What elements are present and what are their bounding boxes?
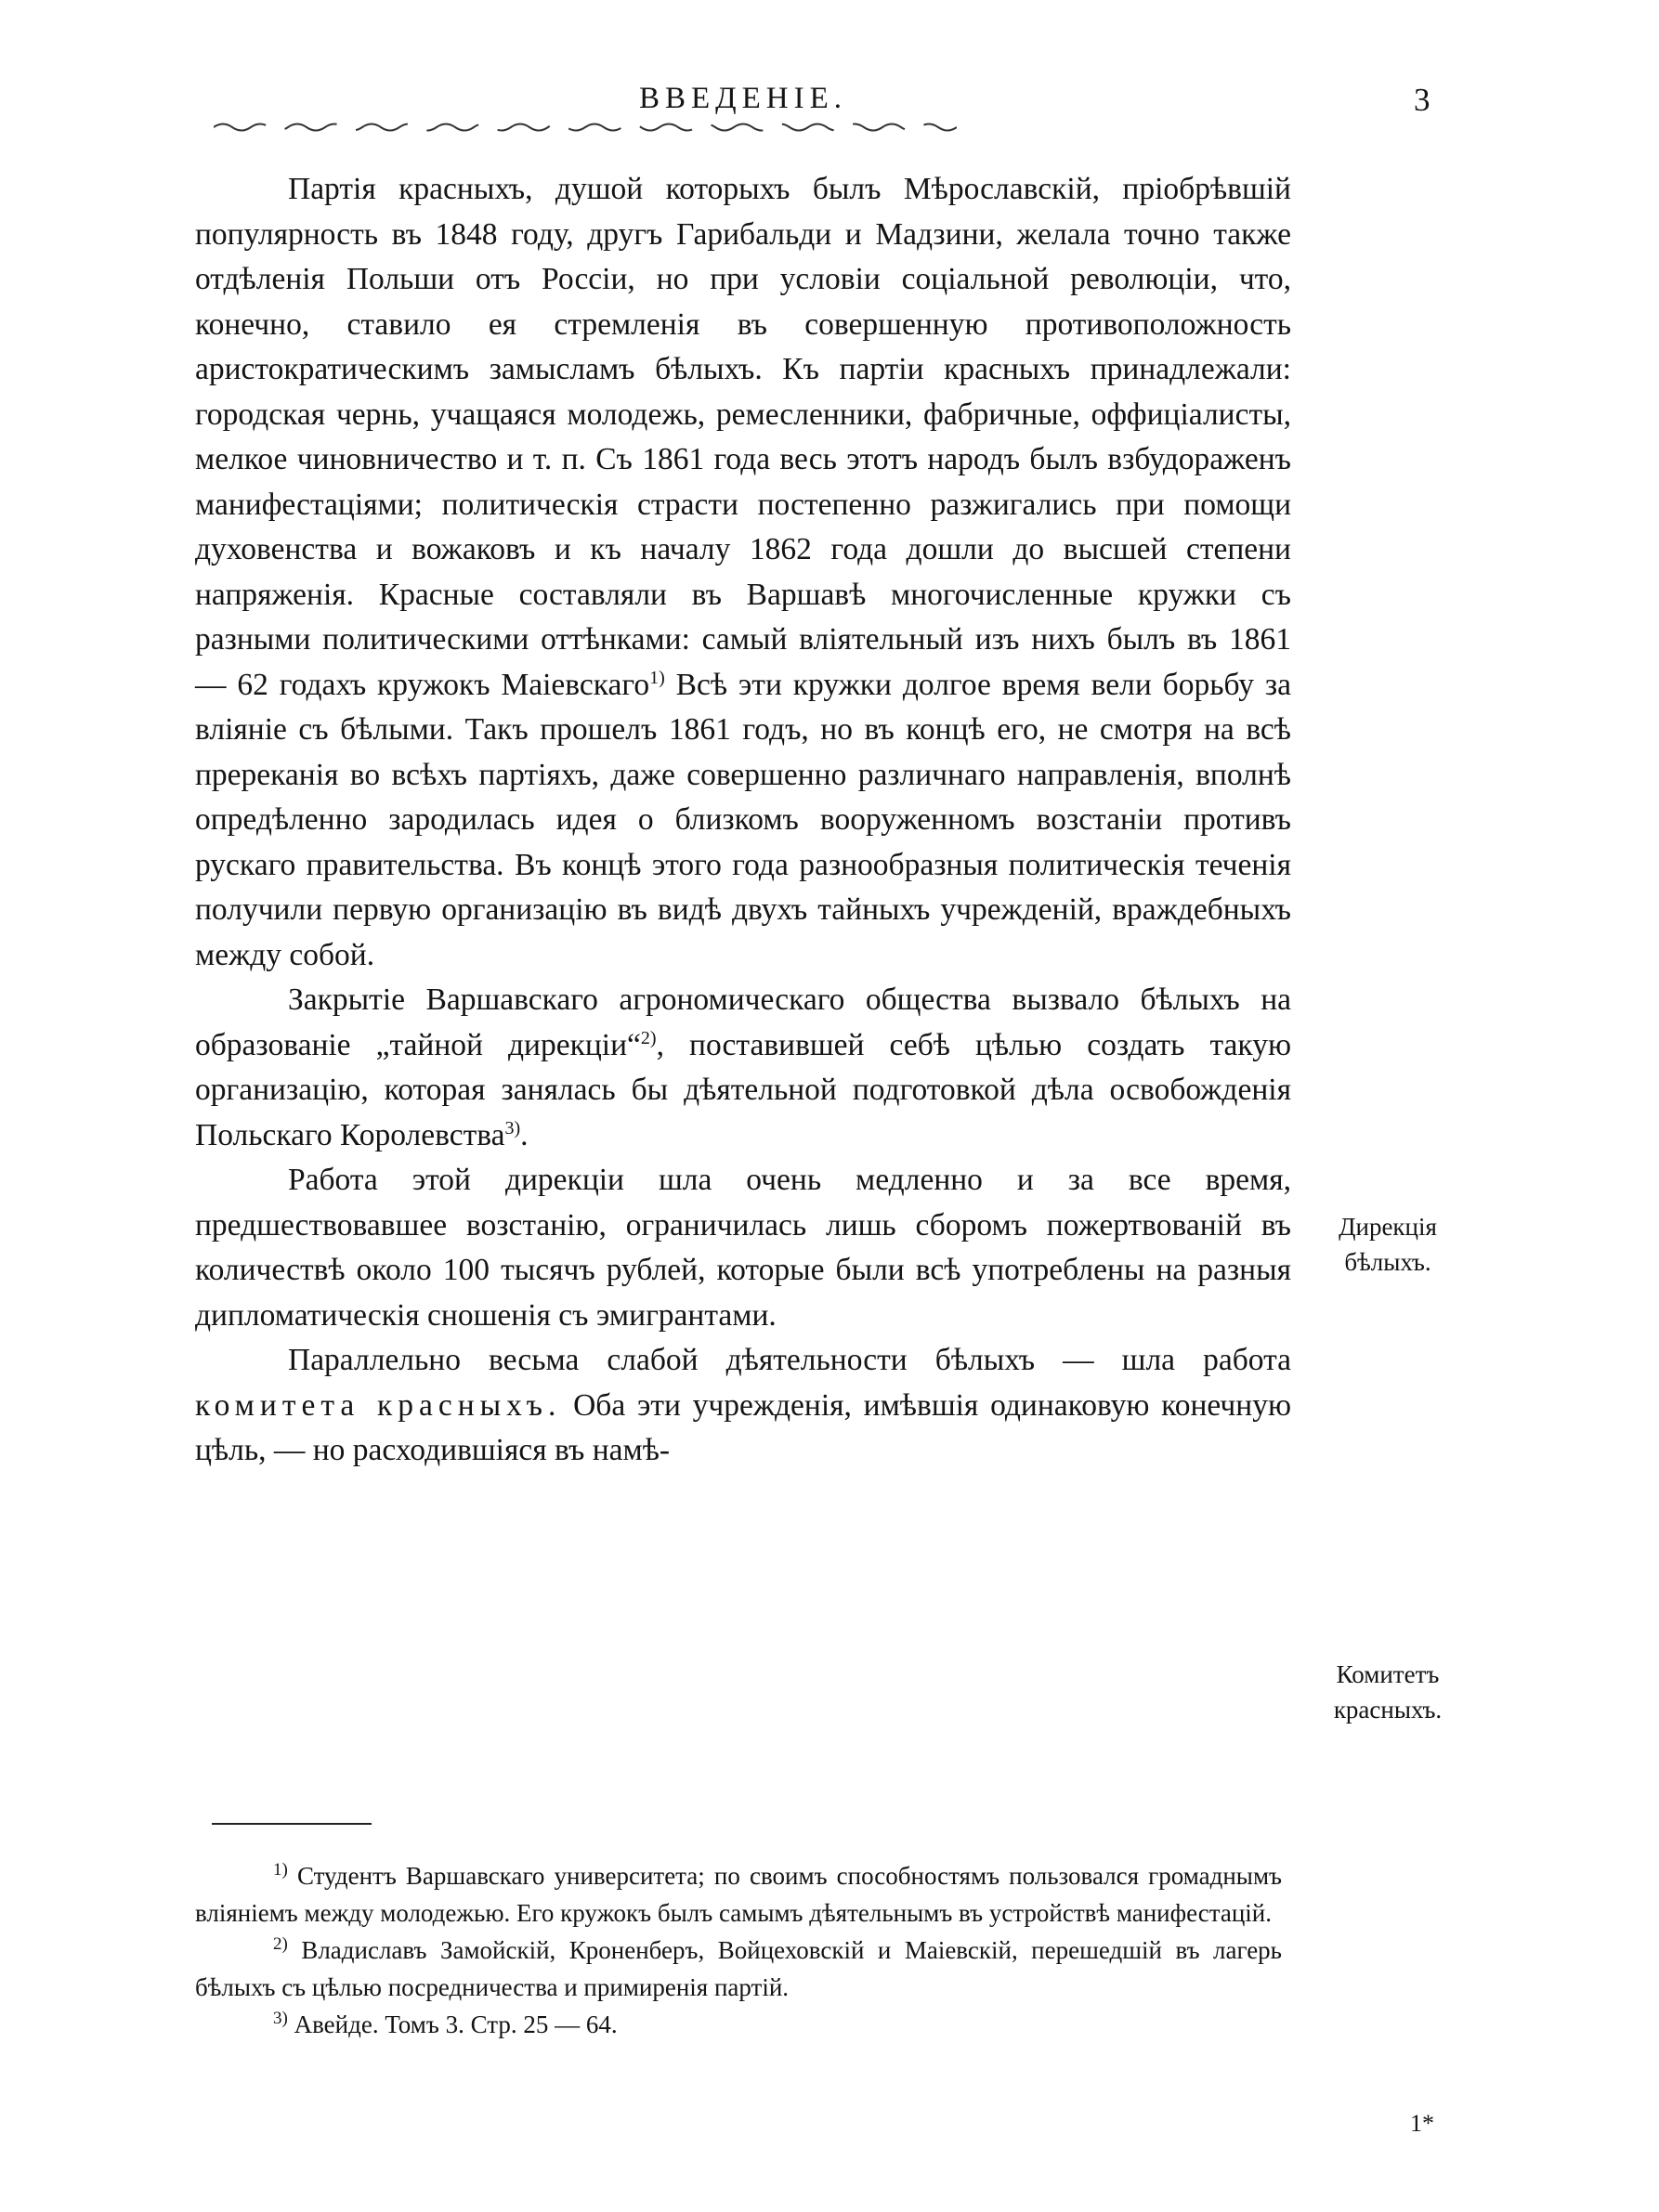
paragraph-4-tail: Оба эти учрежденія, имѣвшія одинаковую конечную цѣль, — но расходившіяся въ намѣ-	[195, 1387, 1291, 1467]
footnote-ref-2: 2)	[640, 1027, 657, 1048]
paragraph-1-text: Партія красныхъ, душой которыхъ былъ Мѣрославскій, пріобрѣвшій популярность въ 1848 году, другъ Гарибальди и Мадзини, желала точно также отдѣленія Польши отъ Россіи, но при условіи соціальной революціи, что, конечно, ставило ея стремленія въ совершенную противоположность аристократическимъ замысламъ бѣлыхъ. Къ партіи красныхъ принадлежали: городская чернь, учащаяся молодежь, ремесленники, фабричные, оффиціалисты, мелкое чиновничество и т. п. Съ 1861 года весь этотъ народъ былъ взбудораженъ манифестаціями; политическія страсти постепенно разжигались при помощи духовенства и вожаковъ и къ началу 1862 года дошли до высшей степени напряженія. Красные составляли въ Варшавѣ многочисленные кружки съ разными политическими оттѣнками: самый вліятельный изъ нихъ былъ въ 1861 — 62 годахъ кружокъ Маіевскаго	[195, 172, 1291, 702]
footnote-3	[195, 2006, 1282, 2043]
header-ornament-rule	[214, 121, 957, 134]
paragraph-1-tail: Всѣ эти кружки долгое время вели борьбу за вліяніе съ бѣлыми. Такъ прошелъ 1861 годъ, но въ концѣ его, не смотря на всѣ пререканія во всѣхъ партіяхъ, даже совершенно различнаго направленія, вполнѣ опредѣленно зародилась идея о близкомъ вооруженномъ возстаніи противъ рускаго правительства. Въ концѣ этого года разнообразныя политическія теченія получили первую организацію въ видѣ двухъ тайныхъ учрежденій, враждебныхъ между собой.	[195, 667, 1292, 972]
paragraph-4-emphasis: комитета красныхъ.	[195, 1387, 562, 1423]
paragraph-4-head: Параллельно весьма слабой дѣятельности бѣлыхъ — шла работа	[288, 1343, 1291, 1377]
paragraph-2-head: Закрытіе Варшавскаго агрономическаго общества вызвало бѣлыхъ на образованіе „тайной дирекціи“	[195, 982, 1291, 1062]
page-number: 3	[1414, 82, 1430, 118]
marginal-note-committee-line2: красныхъ.	[1333, 1696, 1443, 1724]
marginal-note-committee	[1313, 1657, 1462, 1727]
footnote-2	[195, 1932, 1282, 2006]
marginal-note-direction-line1: Дирекція	[1339, 1213, 1437, 1241]
footnote-1-mark: 1)	[273, 1860, 288, 1880]
paragraph-3: Работа этой дирекціи шла очень медленно и за все время, предшествовавшее возстанію, ограничилась лишь сборомъ пожертвованій въ количествѣ около 100 тысячъ рублей, которые были всѣ употреблены на разныя дипломатическія сношенія съ эмигрантами.	[195, 1163, 1291, 1333]
paragraph-2	[195, 978, 1291, 1158]
running-header: ВВЕДЕНІЕ.	[638, 82, 848, 115]
signature-mark: 1*	[1410, 2110, 1434, 2137]
paragraph-4	[195, 1338, 1291, 1474]
marginal-note-direction-line2: бѣлыхъ.	[1344, 1248, 1431, 1276]
marginal-note-committee-line1: Комитетъ	[1336, 1660, 1440, 1688]
footnote-3-text: Авейде. Томъ 3. Стр. 25 — 64.	[287, 2010, 618, 2038]
footnote-separator	[212, 1823, 372, 1825]
footnote-ref-1: 1)	[649, 667, 665, 688]
paragraph-1	[195, 167, 1291, 978]
footnote-3-mark: 3)	[273, 2009, 288, 2028]
paragraph-2-mid: , поставившей себѣ цѣлью создать такую организацію, которая занялась бы дѣятельной подготовкой дѣла освобожденія Польскаго Королевства	[195, 1027, 1291, 1152]
marginal-note-direction	[1313, 1209, 1462, 1280]
main-text	[195, 167, 1291, 1474]
footnote-ref-3: 3)	[504, 1117, 521, 1139]
footnotes	[195, 1857, 1282, 2043]
paragraph-2-tail: .	[520, 1117, 529, 1152]
footnote-2-mark: 2)	[273, 1934, 288, 1954]
footnote-1-text: Студентъ Варшавскаго университета; по своимъ способностямъ пользовался громаднымъ вліяніемъ между молодежью. Его кружокъ былъ самымъ дѣятельнымъ въ устройствѣ манифестацій.	[195, 1862, 1282, 1927]
footnote-2-text: Владиславъ Замойскій, Кроненберъ, Войцеховскій и Маіевскій, перешедшій въ лагерь бѣлыхъ съ цѣлью посредничества и примиренія партій.	[195, 1936, 1282, 2001]
footnote-1	[195, 1857, 1282, 1932]
